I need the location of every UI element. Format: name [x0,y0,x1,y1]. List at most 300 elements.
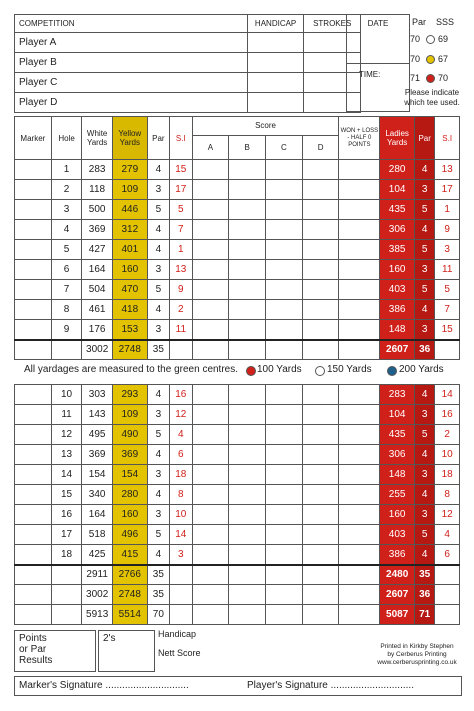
score-a-cell[interactable] [192,160,229,180]
par-value: 4 [147,240,169,260]
ladies-par: 4 [414,220,434,240]
si-total-cell [170,585,192,605]
player-signature-label: Player's Signature .............................. [247,680,414,691]
score-c-cell[interactable] [266,200,303,220]
white-total: 3002 [82,585,113,605]
hole-total-cell [51,605,82,625]
marker-cell[interactable] [15,545,52,565]
score-d-cell[interactable] [302,525,339,545]
ladies-par: 5 [414,525,434,545]
ladies-si: 11 [435,260,460,280]
ladies-par: 5 [414,425,434,445]
marker-signature-label: Marker's Signature .............................. [19,680,189,691]
score-d-cell[interactable] [302,160,339,180]
marker-cell[interactable] [15,240,52,260]
won-loss-cell[interactable] [339,465,380,485]
ladies-si-total-cell [435,585,460,605]
signature-box[interactable] [14,676,462,696]
won-loss-cell[interactable] [339,320,380,340]
yardage-legend [24,364,464,378]
ladies-total: 5087 [380,605,415,625]
si-value: 7 [170,220,192,240]
won-loss-total[interactable] [339,585,380,605]
si-total-cell [170,605,192,625]
player-a-handicap[interactable] [247,33,304,53]
white-yards: 500 [82,200,113,220]
ladies-yards: 435 [380,200,415,220]
ladies-si: 3 [435,240,460,260]
points-label-2: or Par [19,644,47,655]
score-a-cell[interactable] [192,445,229,465]
ladies-par: 3 [414,260,434,280]
ladies-si: 14 [435,385,460,405]
par-value: 3 [147,260,169,280]
yellow-tee-icon[interactable] [426,55,435,64]
score-a-total[interactable] [192,605,229,625]
hole-number: 13 [51,445,82,465]
marker-cell[interactable] [15,525,52,545]
score-c-cell[interactable] [266,160,303,180]
score-d-cell[interactable] [302,220,339,240]
marker-cell[interactable] [15,200,52,220]
won-loss-cell[interactable] [339,385,380,405]
score-a-cell[interactable] [192,300,229,320]
score-c-cell[interactable] [266,465,303,485]
white-yards: 461 [82,300,113,320]
hole-number: 5 [51,240,82,260]
score-d-total[interactable] [302,585,339,605]
marker-cell[interactable] [15,385,52,405]
hole-total-cell [51,565,82,585]
won-loss-cell[interactable] [339,445,380,465]
si-header: S.I [170,117,192,160]
score-c-total[interactable] [266,585,303,605]
hole-row [15,385,460,405]
marker-cell[interactable] [15,280,52,300]
score-header [192,117,339,160]
score-c-cell[interactable] [266,385,303,405]
yellow-total: 2748 [112,340,147,360]
par-value: 5 [147,425,169,445]
ladies-par: 4 [414,300,434,320]
ladies-yards: 403 [380,525,415,545]
ladies-par: 5 [414,280,434,300]
score-b-cell[interactable] [229,220,266,240]
date-time-box[interactable] [346,14,410,112]
white-yards: 143 [82,405,113,425]
hole-row [15,320,460,340]
marker-cell[interactable] [15,180,52,200]
legend-200: 200 Yards [399,364,444,375]
strokes-label: STROKES [304,15,361,33]
si-value: 11 [170,320,192,340]
twos-box[interactable] [98,630,155,672]
marker-cell[interactable] [15,465,52,485]
tee-yellow-par: 70 [410,54,421,64]
score-a-cell[interactable] [192,485,229,505]
ladies-total: 2607 [380,585,415,605]
printer-line3: www.cerberusprinting.co.uk [377,659,457,666]
marker-total-cell[interactable] [15,340,52,360]
ladies-si-total-cell [435,340,460,360]
score-b-cell[interactable] [229,320,266,340]
tee-white-par: 70 [410,34,421,44]
ladies-yards: 148 [380,320,415,340]
won-loss-cell[interactable] [339,300,380,320]
score-b-cell[interactable] [229,200,266,220]
score-d-cell[interactable] [302,425,339,445]
si-value: 13 [170,260,192,280]
ladies-si-header: S.I [435,117,460,160]
marker-total-cell[interactable] [15,565,52,585]
score-col-a: A [193,136,230,159]
player-c-label[interactable]: Player C [15,73,248,93]
won-loss-cell[interactable] [339,425,380,445]
score-a-cell[interactable] [192,260,229,280]
score-d-cell[interactable] [302,300,339,320]
hole-number: 1 [51,160,82,180]
marker-cell[interactable] [15,425,52,445]
player-b-label[interactable]: Player B [15,53,248,73]
score-a-cell[interactable] [192,385,229,405]
ladies-par: 5 [414,200,434,220]
white-yards: 369 [82,445,113,465]
hole-row [15,545,460,565]
yellow-yards-header: Yellow Yards [112,117,147,160]
score-d-cell[interactable] [302,240,339,260]
score-a-cell[interactable] [192,545,229,565]
si-value: 17 [170,180,192,200]
hole-number: 4 [51,220,82,240]
yellow-yards: 418 [112,300,147,320]
score-a-cell[interactable] [192,425,229,445]
tee-white-sss: 69 [438,34,449,44]
par-value: 3 [147,505,169,525]
marker-cell[interactable] [15,160,52,180]
si-value: 4 [170,425,192,445]
white-yards: 518 [82,525,113,545]
points-label-3: Results [19,655,53,666]
yellow-yards: 153 [112,320,147,340]
score-c-cell[interactable] [266,320,303,340]
ladies-si: 6 [435,545,460,565]
ladies-par: 4 [414,160,434,180]
marker-cell[interactable] [15,405,52,425]
score-b-cell[interactable] [229,425,266,445]
won-loss-cell[interactable] [339,545,380,565]
tee-red-sss: 70 [438,73,449,83]
ladies-par: 4 [414,385,434,405]
won-loss-total[interactable] [339,565,380,585]
score-c-cell[interactable] [266,180,303,200]
score-b-cell[interactable] [229,525,266,545]
marker-cell[interactable] [15,260,52,280]
score-c-cell[interactable] [266,240,303,260]
score-a-cell[interactable] [192,240,229,260]
marker-cell[interactable] [15,445,52,465]
hole-row [15,220,460,240]
white-marker-icon [315,366,325,376]
score-b-cell[interactable] [229,445,266,465]
score-b-total[interactable] [229,585,266,605]
won-loss-cell[interactable] [339,200,380,220]
score-c-cell[interactable] [266,545,303,565]
score-b-cell[interactable] [229,300,266,320]
score-label: Score [193,117,339,136]
hole-number: 14 [51,465,82,485]
ladies-par-header: Par [414,117,434,160]
score-c-cell[interactable] [266,505,303,525]
red-tee-icon[interactable] [426,74,435,83]
hole-number: 12 [51,425,82,445]
won-loss-cell[interactable] [339,220,380,240]
white-yards: 164 [82,260,113,280]
hole-row [15,485,460,505]
si-value: 1 [170,240,192,260]
white-yards: 283 [82,160,113,180]
score-d-cell[interactable] [302,320,339,340]
score-d-cell[interactable] [302,505,339,525]
white-yards: 118 [82,180,113,200]
yellow-total: 5514 [112,605,147,625]
hole-number: 16 [51,505,82,525]
hole-number: 6 [51,260,82,280]
white-total: 3002 [82,340,113,360]
ladies-yards: 160 [380,260,415,280]
legend-100: 100 Yards [257,364,302,375]
score-b-cell[interactable] [229,485,266,505]
white-yards: 340 [82,485,113,505]
printer-line2: by Cerberus Printing [387,651,447,658]
score-a-cell[interactable] [192,505,229,525]
won-loss-cell[interactable] [339,280,380,300]
score-b-cell[interactable] [229,465,266,485]
score-d-cell[interactable] [302,545,339,565]
white-yards: 176 [82,320,113,340]
tee-note [402,88,462,108]
score-c-total[interactable] [266,565,303,585]
si-value: 8 [170,485,192,505]
hole-row [15,505,460,525]
score-col-b: B [229,136,266,159]
score-c-cell[interactable] [266,425,303,445]
back-nine-table [14,384,460,625]
score-a-cell[interactable] [192,465,229,485]
par-total: 35 [147,565,169,585]
handicap-label: Handicap [158,629,197,639]
white-yards: 154 [82,465,113,485]
player-d-label[interactable]: Player D [15,93,248,113]
won-loss-cell[interactable] [339,240,380,260]
score-c-cell[interactable] [266,485,303,505]
score-c-cell[interactable] [266,405,303,425]
score-d-cell[interactable] [302,445,339,465]
ladies-si: 5 [435,280,460,300]
hole-row [15,445,460,465]
total-row [15,340,460,360]
won-loss-total[interactable] [339,340,380,360]
score-b-cell[interactable] [229,260,266,280]
score-d-cell[interactable] [302,280,339,300]
par-value: 3 [147,465,169,485]
score-a-cell[interactable] [192,525,229,545]
score-a-cell[interactable] [192,200,229,220]
marker-cell[interactable] [15,220,52,240]
ladies-si: 7 [435,300,460,320]
won-loss-cell[interactable] [339,525,380,545]
score-d-cell[interactable] [302,485,339,505]
date-label: DATE [367,19,389,28]
hole-row [15,300,460,320]
player-b-handicap[interactable] [247,53,304,73]
won-loss-total[interactable] [339,605,380,625]
hole-row [15,525,460,545]
yellow-yards: 312 [112,220,147,240]
won-loss-cell[interactable] [339,160,380,180]
score-col-c: C [266,136,303,159]
score-d-cell[interactable] [302,385,339,405]
marker-total-cell[interactable] [15,605,52,625]
white-tee-icon[interactable] [426,35,435,44]
score-a-cell[interactable] [192,320,229,340]
hole-row [15,200,460,220]
won-loss-cell[interactable] [339,505,380,525]
score-d-cell[interactable] [302,260,339,280]
par-value: 3 [147,320,169,340]
marker-total-cell[interactable] [15,585,52,605]
score-b-cell[interactable] [229,180,266,200]
score-d-cell[interactable] [302,465,339,485]
white-yards: 164 [82,505,113,525]
total-row [15,585,460,605]
score-d-total[interactable] [302,565,339,585]
score-d-cell[interactable] [302,405,339,425]
score-c-total[interactable] [266,605,303,625]
score-d-total[interactable] [302,340,339,360]
yellow-total: 2766 [112,565,147,585]
ladies-yards: 280 [380,160,415,180]
score-c-cell[interactable] [266,260,303,280]
player-a-label[interactable]: Player A [15,33,248,53]
hole-number: 17 [51,525,82,545]
score-c-cell[interactable] [266,300,303,320]
score-c-total[interactable] [266,340,303,360]
ladies-par: 4 [414,545,434,565]
ladies-par-total: 35 [414,565,434,585]
si-value: 15 [170,160,192,180]
yellow-yards: 415 [112,545,147,565]
si-value: 10 [170,505,192,525]
par-value: 4 [147,545,169,565]
won-loss-cell[interactable] [339,485,380,505]
ladies-yards: 104 [380,405,415,425]
printer-info [372,643,462,667]
ladies-total: 2480 [380,565,415,585]
score-d-cell[interactable] [302,200,339,220]
marker-cell[interactable] [15,320,52,340]
si-total-cell [170,565,192,585]
marker-cell[interactable] [15,300,52,320]
score-d-cell[interactable] [302,180,339,200]
score-a-total[interactable] [192,340,229,360]
score-a-cell[interactable] [192,280,229,300]
nett-score-label: Nett Score [158,648,201,658]
ladies-si: 15 [435,320,460,340]
ladies-si: 1 [435,200,460,220]
score-a-cell[interactable] [192,405,229,425]
score-b-total[interactable] [229,605,266,625]
hole-row [15,465,460,485]
score-c-cell[interactable] [266,445,303,465]
won-loss-cell[interactable] [339,260,380,280]
score-b-cell[interactable] [229,505,266,525]
blue-marker-icon [387,366,397,376]
white-yards-header: White Yards [82,117,113,160]
white-total: 2911 [82,565,113,585]
total-row [15,565,460,585]
score-b-total[interactable] [229,565,266,585]
score-b-cell[interactable] [229,240,266,260]
hole-row [15,240,460,260]
points-box[interactable] [14,630,96,672]
score-c-cell[interactable] [266,280,303,300]
player-d-handicap[interactable] [247,93,304,113]
won-loss-cell[interactable] [339,405,380,425]
ladies-par: 3 [414,320,434,340]
par-value: 4 [147,220,169,240]
score-b-cell[interactable] [229,280,266,300]
hole-total-cell [51,585,82,605]
par-value: 3 [147,405,169,425]
score-a-cell[interactable] [192,220,229,240]
score-d-total[interactable] [302,605,339,625]
si-total-cell [170,340,192,360]
tee-red-par: 71 [410,73,421,83]
score-a-total[interactable] [192,565,229,585]
ladies-yards: 306 [380,220,415,240]
si-value: 16 [170,385,192,405]
ladies-par: 3 [414,505,434,525]
ladies-yards: 104 [380,180,415,200]
marker-cell[interactable] [15,485,52,505]
ladies-par: 3 [414,405,434,425]
printer-line1: Printed in Kirkby Stephen [380,643,454,650]
won-loss-cell[interactable] [339,180,380,200]
yellow-yards: 496 [112,525,147,545]
score-b-total[interactable] [229,340,266,360]
score-a-total[interactable] [192,585,229,605]
score-b-cell[interactable] [229,545,266,565]
sss-header: SSS [436,17,455,27]
score-b-cell[interactable] [229,160,266,180]
par-value: 5 [147,200,169,220]
score-c-cell[interactable] [266,525,303,545]
score-c-cell[interactable] [266,220,303,240]
ladies-yards: 306 [380,445,415,465]
score-b-cell[interactable] [229,385,266,405]
score-b-cell[interactable] [229,405,266,425]
score-a-cell[interactable] [192,180,229,200]
marker-cell[interactable] [15,505,52,525]
tee-note-line1: Please indicate [404,88,460,97]
yellow-yards: 280 [112,485,147,505]
ladies-si: 4 [435,525,460,545]
hole-row [15,280,460,300]
player-c-handicap[interactable] [247,73,304,93]
si-value: 6 [170,445,192,465]
ladies-si: 13 [435,160,460,180]
ladies-si-total-cell [435,565,460,585]
